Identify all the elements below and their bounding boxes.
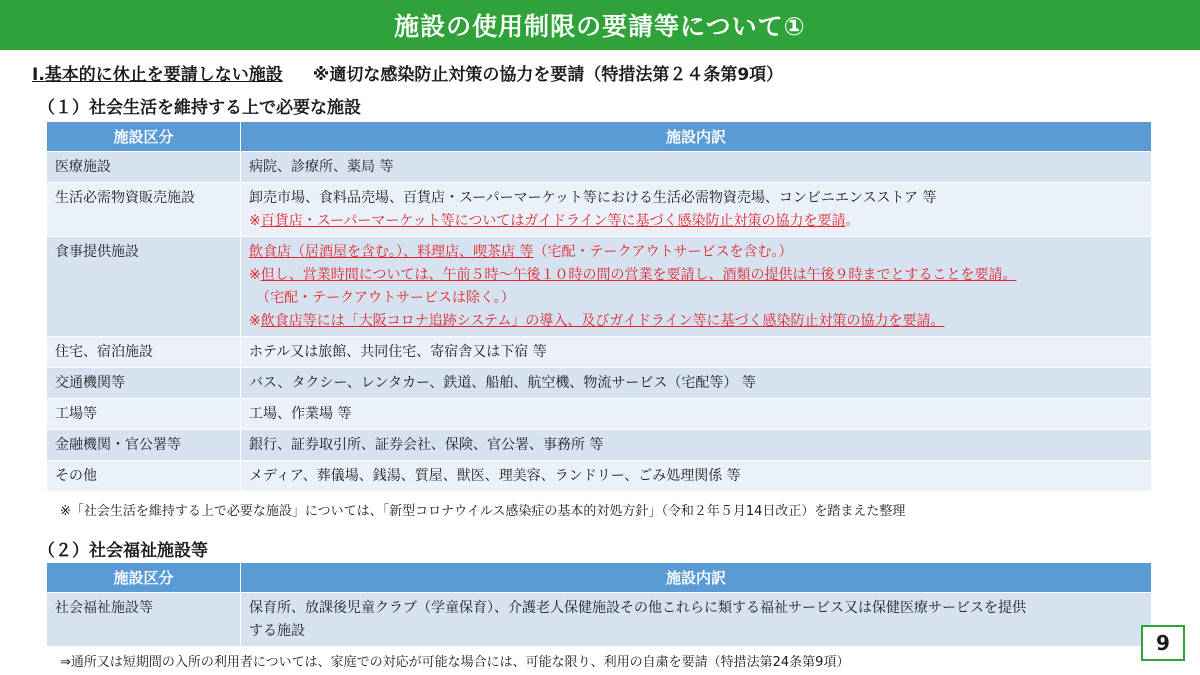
table-row [47, 399, 1152, 430]
detail-suffix: （宅配・テークアウトサービスを含む。） [533, 244, 793, 260]
facility-category: 医療施設 [47, 152, 241, 183]
detail-line: 保育所、放課後児童クラブ（学童保育）、介護老人保健施設その他これらに類する福祉サービス又は保健医療サービスを提供 [249, 600, 1026, 616]
detail-line: 病院、診療所、薬局 等 [249, 159, 394, 175]
facility-detail [241, 461, 1152, 492]
page-number: 9 [1141, 625, 1185, 661]
facility-detail [241, 430, 1152, 461]
detail-suffix: （宅配・テークアウトサービスは除く。） [249, 290, 515, 306]
table-row [47, 430, 1152, 461]
facility-detail [241, 183, 1152, 237]
detail-prefix: ※ [249, 213, 261, 229]
heading-main: Ⅰ.基本的に休止を要請しない施設 [32, 65, 283, 85]
detail-emphasis: 但し、営業時間については、午前５時～午後１０時の間の営業を要請し、酒類の提供は午後９時までとすることを要請。 [260, 267, 1017, 283]
detail-line: バス、タクシー、レンタカー、鉄道、船舶、航空機、物流サービス（宅配等） 等 [249, 375, 756, 391]
subheading-social-welfare: （２）社会福祉施設等 [38, 541, 208, 561]
detail-line: ホテル又は旅館、共同住宅、寄宿舎又は下宿 等 [249, 344, 547, 360]
table-row [47, 461, 1152, 492]
facility-category: 社会福祉施設等 [47, 593, 241, 647]
detail-emphasis: 百貨店・スーパーマーケット等についてはガイドライン等に基づく感染防止対策の協力を要請 [260, 213, 846, 229]
detail-line: メディア、葬儀場、銭湯、質屋、獣医、理美容、ランドリー、ごみ処理関係 等 [249, 468, 741, 484]
detail-prefix: ※ [249, 267, 261, 283]
facility-detail [241, 593, 1152, 647]
table-row [47, 237, 1152, 337]
facility-table-social-welfare [46, 562, 1152, 647]
facility-category: 交通機関等 [47, 368, 241, 399]
facility-detail [241, 337, 1152, 368]
detail-line [249, 210, 1143, 233]
detail-suffix: 。 [845, 213, 860, 229]
detail-emphasis: 飲食店（居酒屋を含む。）、料理店、喫茶店 等 [249, 244, 534, 260]
facility-table-social-life [46, 121, 1152, 492]
detail-line: 卸売市場、食料品売場、百貨店・スーパーマーケット等における生活必需物資売場、コンビニエンスストア 等 [249, 190, 937, 206]
facility-detail [241, 237, 1152, 337]
detail-emphasis: 飲食店等には「大阪コロナ追跡システム」の導入、及びガイドライン等に基づく感染防止対策の協力を要請。 [260, 313, 945, 329]
table-row [47, 368, 1152, 399]
facility-category: その他 [47, 461, 241, 492]
facility-category: 食事提供施設 [47, 237, 241, 337]
detail-prefix: ※ [249, 313, 261, 329]
heading-note: ※適切な感染防止対策の協力を要請（特措法第２４条第9項） [312, 65, 784, 85]
table-row [47, 183, 1152, 237]
column-header-category: 施設区分 [47, 563, 241, 593]
table-row [47, 593, 1152, 647]
column-header-category: 施設区分 [47, 122, 241, 152]
footnote-social-life: ※「社会生活を維持する上で必要な施設」については、「新型コロナウイルス感染症の基本的対処方針」（令和２年５月14日改正）を踏まえた整理 [60, 504, 906, 519]
detail-line [249, 310, 1143, 333]
page-title: 施設の使用制限の要請等について① [0, 0, 1200, 50]
detail-line: する施設 [249, 623, 305, 639]
table-row [47, 337, 1152, 368]
table-row [47, 152, 1152, 183]
column-header-detail: 施設内訳 [241, 563, 1152, 593]
facility-category: 金融機関・官公署等 [47, 430, 241, 461]
detail-line: 工場、作業場 等 [249, 406, 352, 422]
section-heading [32, 60, 783, 85]
facility-detail [241, 152, 1152, 183]
facility-detail [241, 368, 1152, 399]
facility-category: 住宅、宿泊施設 [47, 337, 241, 368]
footnote-social-welfare: ⇒通所又は短期間の入所の利用者については、家庭での対応が可能な場合には、可能な限り、利用の自粛を要請（特措法第24条第9項） [60, 655, 850, 670]
facility-category: 生活必需物資販売施設 [47, 183, 241, 237]
column-header-detail: 施設内訳 [241, 122, 1152, 152]
facility-category: 工場等 [47, 399, 241, 430]
detail-line [249, 287, 1143, 310]
subheading-social-life: （１）社会生活を維持する上で必要な施設 [38, 98, 361, 118]
detail-line: 銀行、証券取引所、証券会社、保険、官公署、事務所 等 [249, 437, 604, 453]
detail-line [249, 241, 1143, 264]
detail-line [249, 264, 1143, 287]
facility-detail [241, 399, 1152, 430]
